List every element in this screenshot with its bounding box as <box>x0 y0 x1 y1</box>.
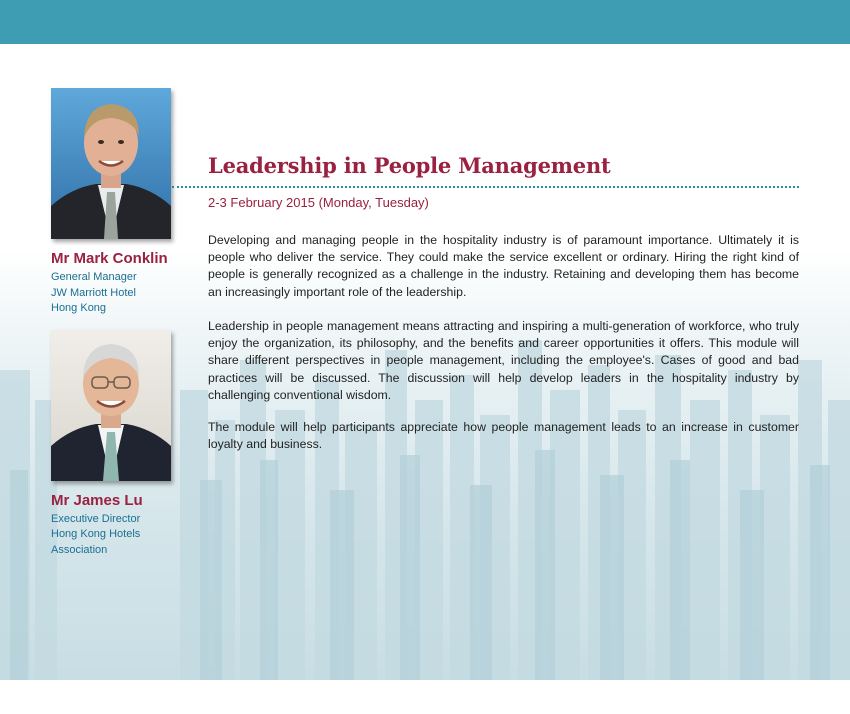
speaker-photo-james-lu <box>51 330 171 481</box>
speaker-title: Executive Director <box>51 513 141 525</box>
speaker-organization: JW Marriott Hotel <box>51 287 136 299</box>
module-title: Leadership in People Management <box>208 153 611 178</box>
speaker-title: General Manager <box>51 271 137 283</box>
page-bottom-margin <box>0 680 850 714</box>
speaker-name: Mr James Lu <box>51 492 143 509</box>
speaker-organization-cont: Association <box>51 544 108 556</box>
speaker-name: Mr Mark Conklin <box>51 250 168 267</box>
speaker-organization: Hong Kong Hotels <box>51 528 141 540</box>
description-paragraph: Leadership in people management means attracting and inspiring a multi-generation of workforce, who truly enjoy the organization, its philosophy, and the benefits and career opportunities it offers. This module will share different perspectives in people management, including the employee's. Cases of good and bad practices will be discussed. The discussion will help develop leaders in the hospitality industry by challenging conventional wisdom. <box>208 319 799 402</box>
header-band <box>0 0 850 44</box>
description-paragraph: The module will help participants appreciate how people management leads to an increase in customer loyalty and business. <box>208 420 799 452</box>
description-paragraph: Developing and managing people in the hospitality industry is of paramount importance. Ultimately it is people who deliver the service. They could make the service excellent or ordinary. Hiring the right kind of people is generally recognized as a challenge in the industry. Retaining and developing them has become an increasingly important role of the leadership. <box>208 233 799 299</box>
module-date: 2-3 February 2015 (Monday, Tuesday) <box>208 195 429 210</box>
speaker-photo-mark-conklin <box>51 88 171 239</box>
title-divider <box>172 186 799 188</box>
speaker-location: Hong Kong <box>51 302 107 314</box>
